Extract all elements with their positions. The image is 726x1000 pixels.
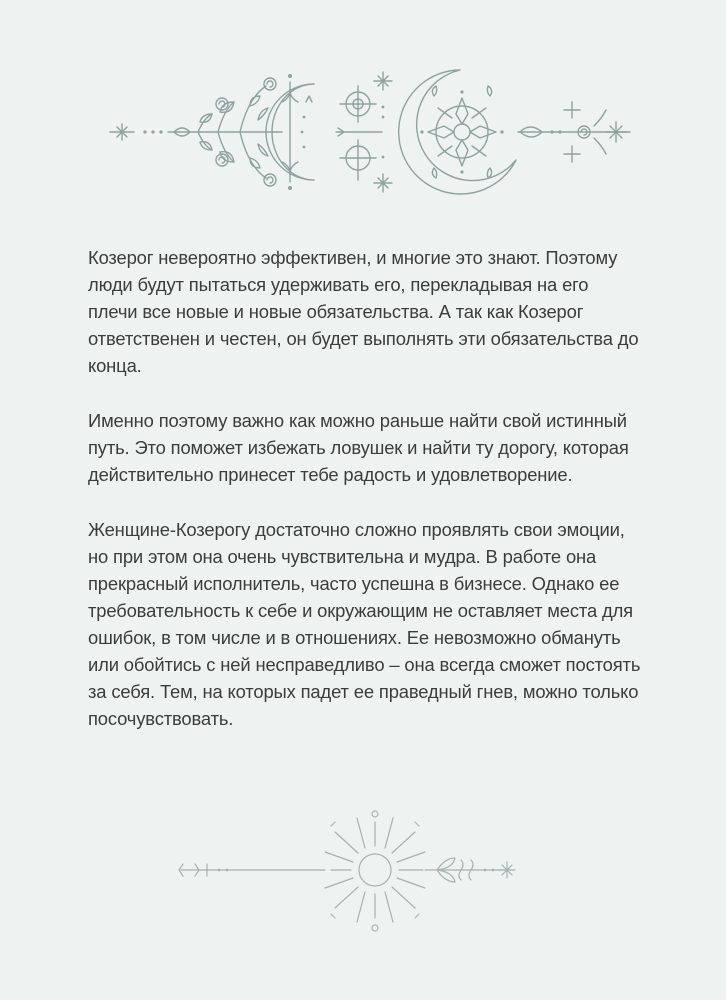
sun-rays-ornament (175, 808, 525, 938)
moon-celestial-ornament (100, 62, 640, 202)
right-leaf-icon (518, 102, 630, 162)
left-sparkle-icon (110, 124, 134, 140)
sun-icon (325, 811, 425, 931)
right-swirl-flourish-icon (425, 858, 515, 882)
leaf-branch-icon (168, 86, 282, 178)
vertical-stem-icon (282, 74, 298, 190)
left-arrow-flourish-icon (179, 864, 325, 876)
paragraph-capricorn-efficiency: Козерог невероятно эффективен, и многие это знают. Поэтому люди будут пытаться удерживать его, перекладывая на его плечи все новые и новые обязательства. А так как Козерог ответственен и честен, он будет выполнять эти обязательства до конца. (88, 247, 639, 376)
article-body (88, 244, 668, 760)
left-dots-icon (143, 130, 162, 133)
paragraph-capricorn-woman: Женщине-Козерогу достаточно сложно проявлять свои эмоции, но при этом она очень чувствительна и мудра. В работе она прекрасный исполнитель, часто успешна в бизнесе. Однако ее требовательность к себе и окружающим не оставляет места для ошибок, в том числе и в отношениях. Ее невозможно обмануть или обойтись с ней несправедливо – она всегда сможет постоять за себя. Тем, на которых падет ее праведный гнев, можно только посочувствовать. (88, 519, 641, 729)
moon-mandala-icon (399, 70, 516, 194)
paragraph-find-true-path: Именно поэтому важно как можно раньше найти свой истинный путь. Это поможет избежать ловушек и найти ту дорогу, которая действительно принесет тебе радость и удовлетворение. (88, 410, 629, 485)
sun-circle-icon (336, 86, 382, 180)
